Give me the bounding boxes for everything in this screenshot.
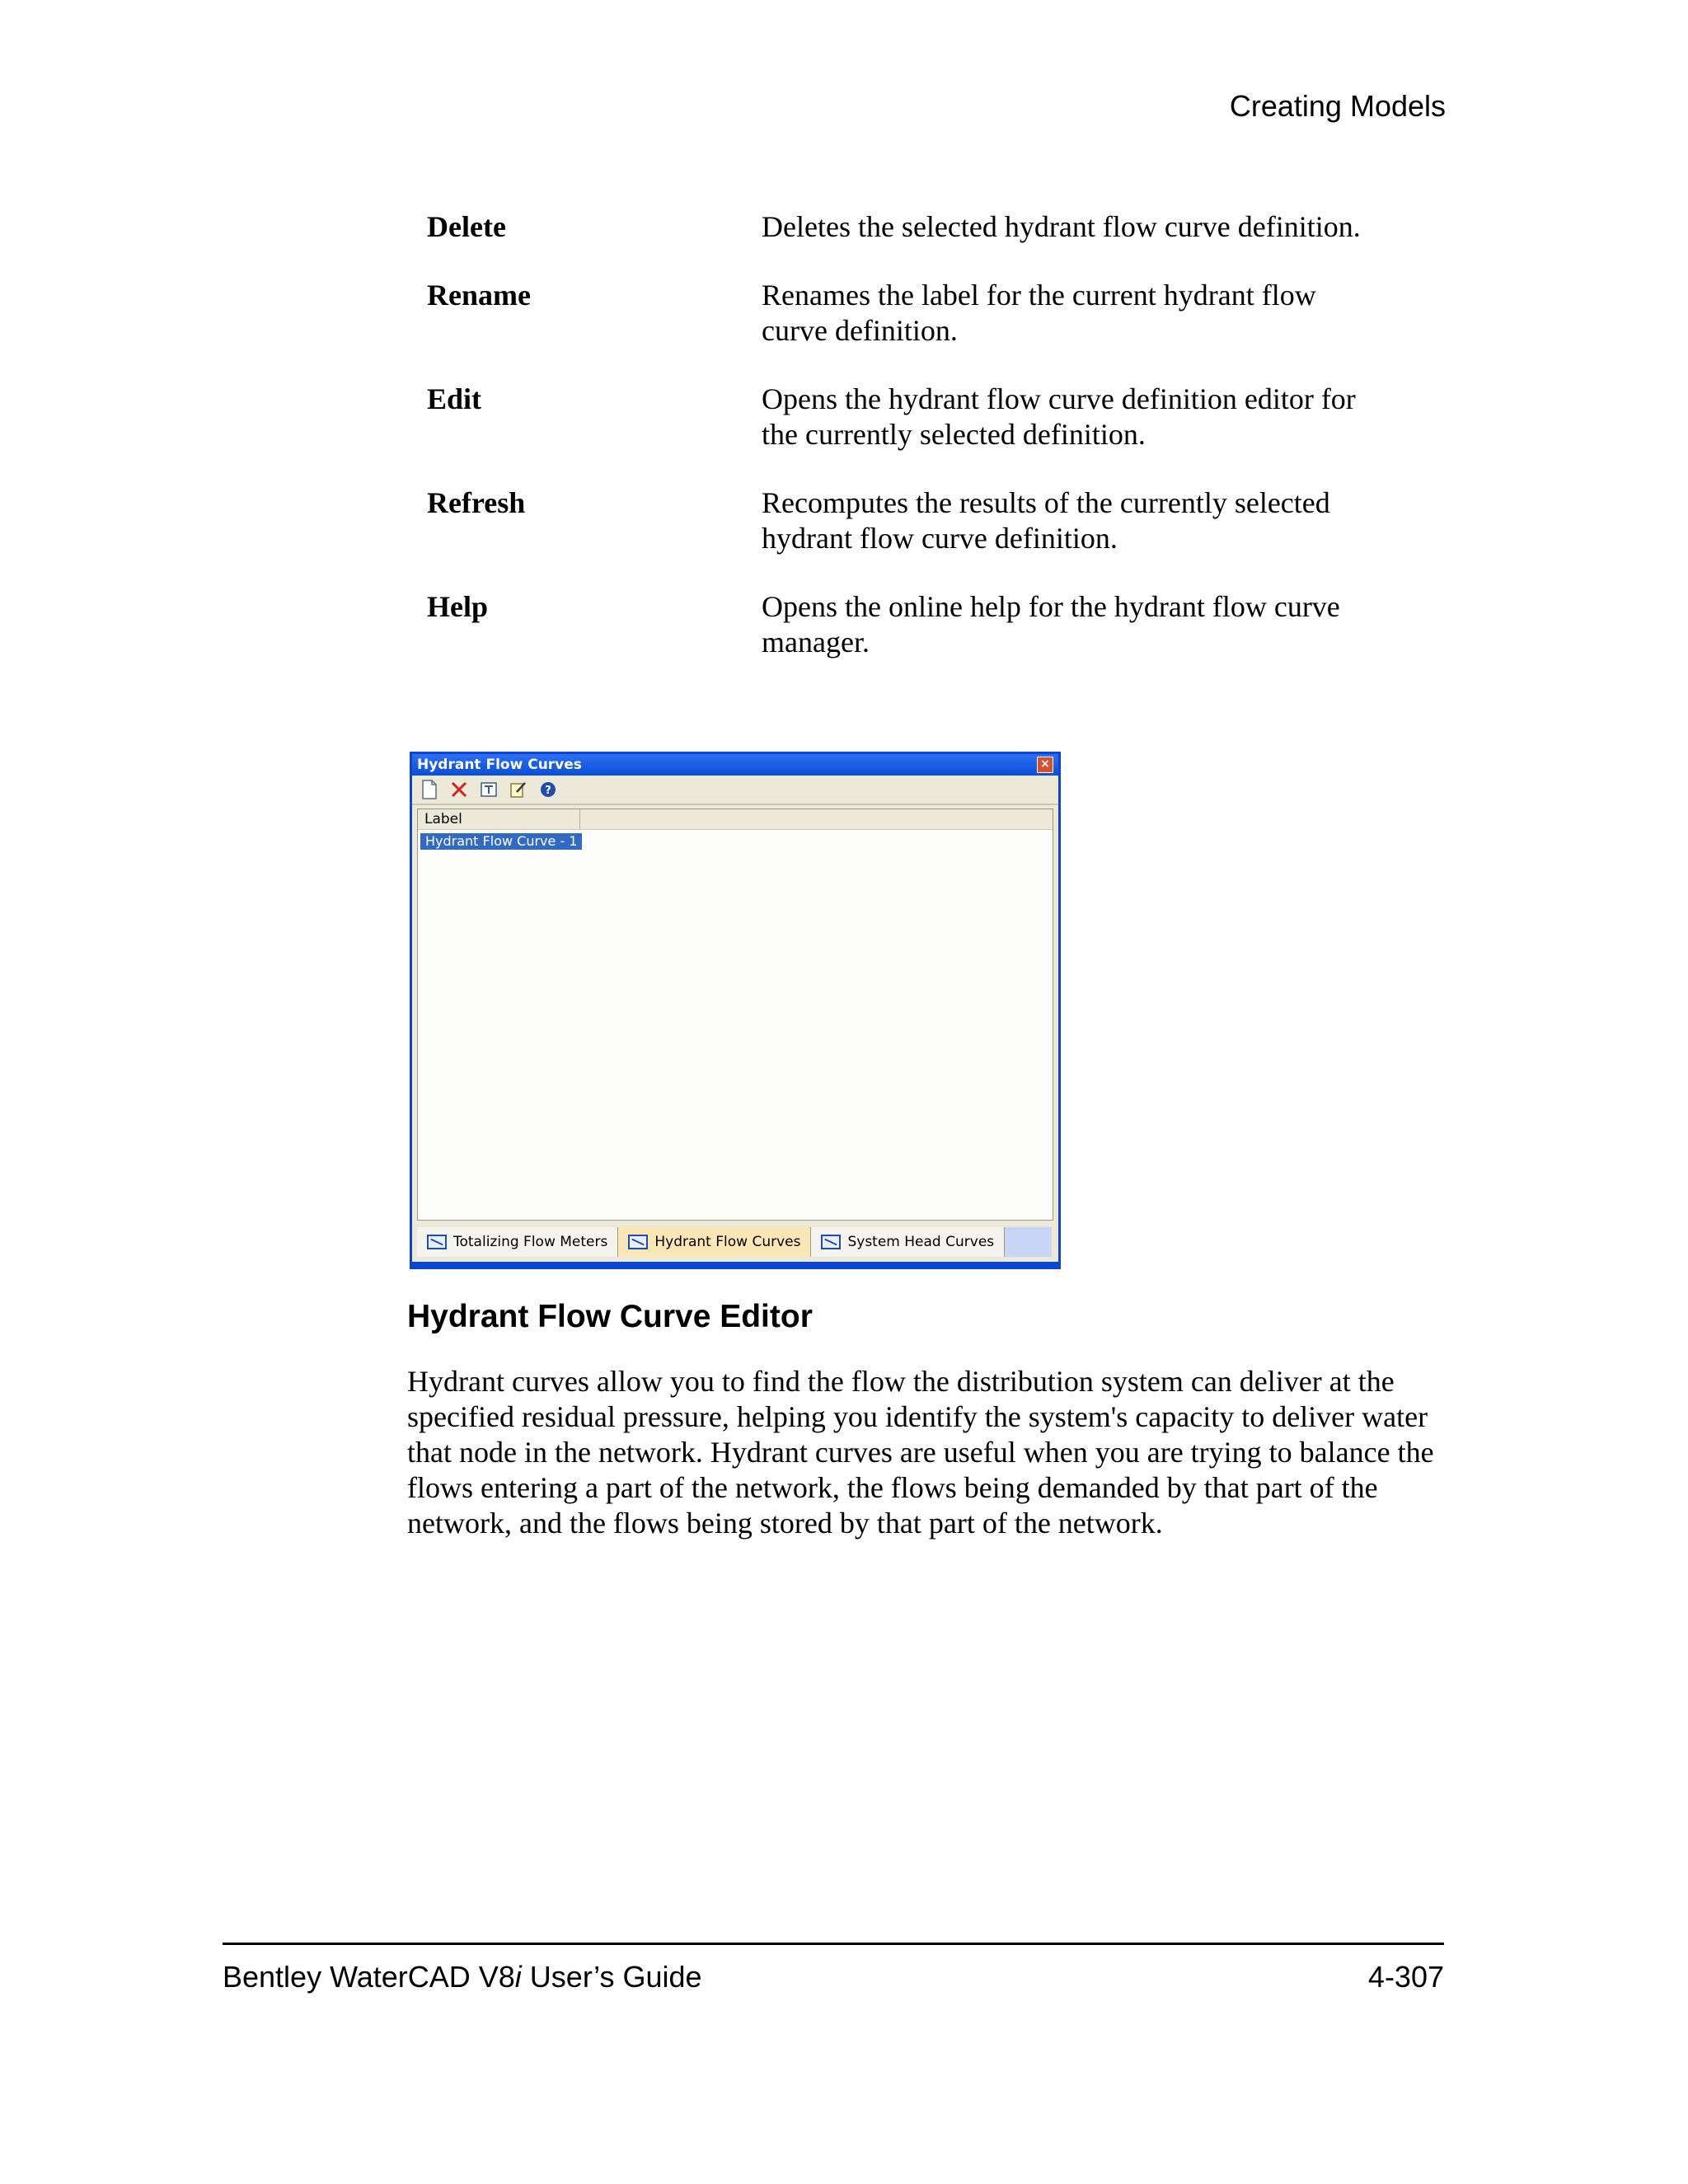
command-row (427, 589, 1416, 660)
command-description: Deletes the selected hydrant flow curve definition. (762, 210, 1361, 243)
command-row (427, 382, 1416, 452)
list-item-label: Hydrant Flow Curve - 1 (420, 833, 582, 850)
footer-guide-title (223, 1960, 702, 1994)
flow-meter-icon (427, 1235, 447, 1249)
list-header (418, 809, 1053, 830)
tab-hydrant-flow-curves[interactable] (618, 1227, 811, 1257)
close-icon[interactable]: × (1037, 757, 1053, 773)
command-table (427, 209, 1416, 693)
command-name: Refresh (427, 486, 526, 519)
window-body (412, 776, 1058, 1262)
command-row (427, 209, 1416, 245)
svg-text:?: ? (545, 785, 551, 797)
column-header-label[interactable]: Label (418, 809, 580, 829)
footer-guide-prefix: Bentley WaterCAD V8 (223, 1960, 515, 1994)
command-name: Rename (427, 279, 531, 312)
toolbar (412, 776, 1058, 805)
page-header-title: Creating Models (1229, 89, 1446, 123)
tab-label: Hydrant Flow Curves (654, 1234, 801, 1250)
footer-guide-italic: i (514, 1960, 522, 1994)
command-name: Edit (427, 382, 482, 415)
tab-totalizing-flow-meters[interactable] (417, 1227, 618, 1257)
command-name: Delete (427, 210, 506, 243)
delete-icon[interactable] (448, 779, 470, 800)
curve-list[interactable] (417, 808, 1053, 1221)
footer-guide-suffix: User’s Guide (521, 1960, 702, 1994)
edit-icon[interactable] (508, 779, 529, 800)
command-row (427, 485, 1416, 556)
command-description: Recomputes the results of the currently selected hydrant flow curve definition. (762, 486, 1330, 555)
tab-label: Totalizing Flow Meters (453, 1234, 608, 1250)
tab-label: System Head Curves (847, 1234, 995, 1250)
footer-divider (223, 1943, 1444, 1945)
hydrant-flow-curves-window (410, 752, 1061, 1269)
command-description: Opens the online help for the hydrant flow curve manager. (762, 590, 1340, 658)
rename-icon[interactable] (478, 779, 499, 800)
hydrant-curve-icon (628, 1235, 648, 1249)
command-description: Opens the hydrant flow curve definition editor for the currently selected definition. (762, 382, 1356, 451)
system-head-curve-icon (821, 1235, 841, 1249)
command-description: Renames the label for the current hydrant flow curve definition. (762, 279, 1316, 347)
command-row (427, 278, 1416, 349)
page-number: 4-307 (1367, 1960, 1444, 1994)
tab-strip (417, 1227, 1052, 1257)
list-item[interactable] (420, 833, 1053, 850)
window-titlebar[interactable] (412, 754, 1058, 776)
window-title: Hydrant Flow Curves (417, 757, 582, 773)
command-name: Help (427, 590, 489, 623)
new-icon[interactable] (419, 779, 440, 800)
help-icon[interactable] (537, 779, 559, 800)
section-heading: Hydrant Flow Curve Editor (407, 1299, 813, 1334)
tab-system-head-curves[interactable] (811, 1227, 1005, 1257)
section-paragraph: Hydrant curves allow you to find the flow the distribution system can deliver at the specified residual pressure, helping you identify the system's capacity to deliver water that node in the network. Hydrant curves are useful when you are trying to balance the flows entering a part of the network, the flows being demanded by that part of the network, and the flows being stored by that part of the network. (407, 1365, 1434, 1540)
